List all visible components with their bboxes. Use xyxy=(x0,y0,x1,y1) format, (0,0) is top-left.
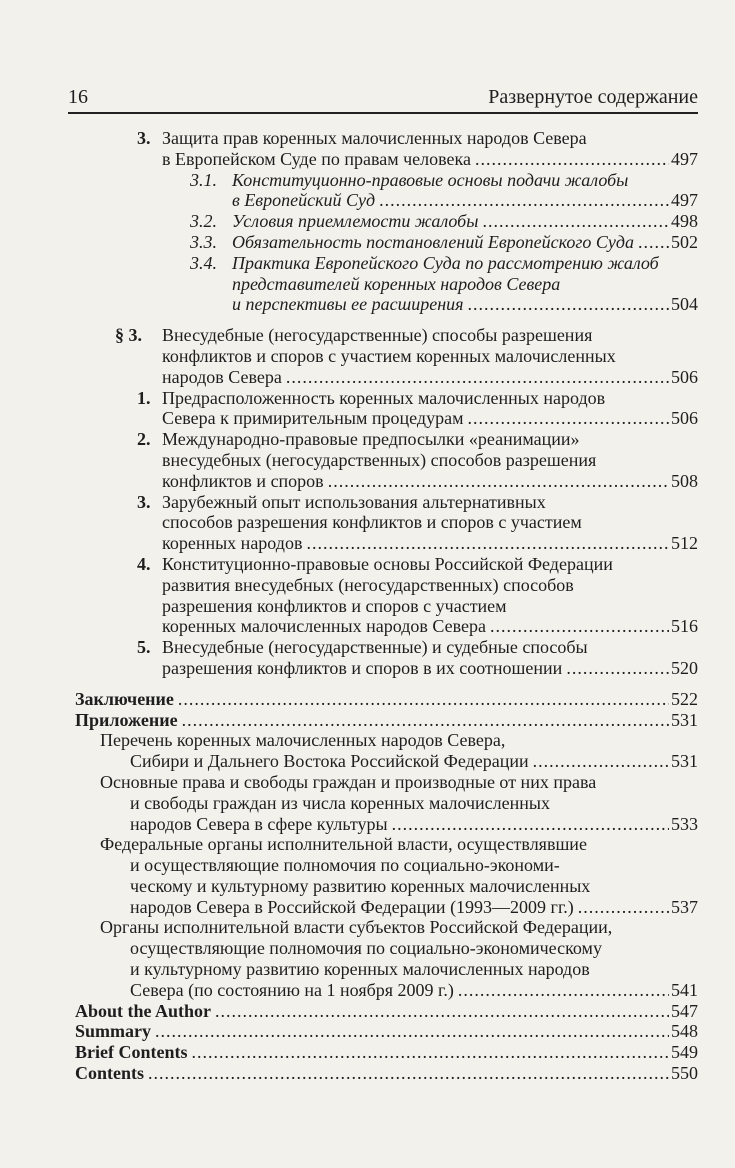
toc-entry xyxy=(68,128,698,170)
entry-title: способов разрешения конфликтов и споров с участием xyxy=(162,512,582,533)
entry-page-number: 533 xyxy=(671,813,698,834)
toc-entry xyxy=(68,689,698,710)
dot-leader xyxy=(328,471,669,492)
entry-title: Условия приемлемости жалобы xyxy=(232,211,479,232)
entry-title: Обязательность постановлений Европейского Суда xyxy=(232,231,634,252)
entry-title: Основные права и свободы граждан и производные от них права xyxy=(100,771,597,792)
entry-title: коренных народов xyxy=(162,533,303,554)
entry-title: Сибири и Дальнего Востока Российской Федерации xyxy=(130,751,529,772)
entry-page-number: 497 xyxy=(671,190,698,211)
dot-leader xyxy=(467,408,669,429)
entry-title: Севера к примирительным процедурам xyxy=(162,408,464,429)
entry-title: и перспективы ее расширения xyxy=(232,294,464,315)
toc-entry xyxy=(68,637,698,679)
entry-number: 3.1. xyxy=(190,169,217,190)
entry-page-number: 549 xyxy=(671,1042,698,1063)
entry-title: в Европейском Суде по правам человека xyxy=(162,148,471,169)
dot-leader xyxy=(178,689,669,710)
toc-entry xyxy=(68,554,698,637)
toc-entry xyxy=(68,429,698,491)
entry-title: Предрасположенность коренных малочисленных народов xyxy=(162,387,606,408)
entry-page-number: 550 xyxy=(671,1063,698,1084)
entry-title: Приложение xyxy=(75,709,178,730)
entry-title: коренных малочисленных народов Севера xyxy=(162,616,486,637)
entry-page-number: 504 xyxy=(671,294,698,315)
dot-leader xyxy=(475,149,669,170)
entry-title: представителей коренных народов Севера xyxy=(232,273,561,294)
entry-number: 4. xyxy=(137,553,151,574)
entry-title: Внесудебные (негосударственные) способы разрешения xyxy=(162,325,593,346)
entry-title: Contents xyxy=(75,1063,145,1084)
entry-number: 2. xyxy=(137,429,151,450)
entry-number: 5. xyxy=(137,637,151,658)
entry-title: и свободы граждан из числа коренных малочисленных xyxy=(130,792,550,813)
entry-number: 3. xyxy=(137,491,151,512)
running-header xyxy=(68,86,698,114)
toc-entry xyxy=(68,232,698,253)
entry-page-number: 537 xyxy=(671,896,698,917)
entry-title: конфликтов и споров xyxy=(162,470,324,491)
entry-page-number: 520 xyxy=(671,657,698,678)
entry-title: народов Севера в Российской Федерации (1993—2009 гг.) xyxy=(130,896,574,917)
page-number: 16 xyxy=(68,86,88,108)
dot-leader xyxy=(182,710,669,731)
entry-page-number: 531 xyxy=(671,709,698,730)
dot-leader xyxy=(306,533,669,554)
entry-title: Перечень коренных малочисленных народов Севера, xyxy=(100,730,506,751)
toc-entry xyxy=(68,1001,698,1022)
dot-leader xyxy=(482,211,669,232)
entry-title: Конституционно-правовые основы Российской Федерации xyxy=(162,553,613,574)
entry-page-number: 508 xyxy=(671,470,698,491)
entry-title: Федеральные органы исполнительной власти, осуществлявшие xyxy=(100,834,587,855)
entry-page-number: 512 xyxy=(671,533,698,554)
entry-title: развития внесудебных (негосударственных) способов xyxy=(162,574,574,595)
entry-number: 3.4. xyxy=(190,252,217,273)
dot-leader xyxy=(286,367,669,388)
dot-leader xyxy=(566,658,669,679)
dot-leader xyxy=(490,616,669,637)
toc-entry xyxy=(68,710,698,731)
entry-title: внесудебных (негосударственных) способов разрешения xyxy=(162,449,597,470)
entry-page-number: 506 xyxy=(671,366,698,387)
toc-entry xyxy=(68,211,698,232)
table-of-contents xyxy=(68,128,698,1084)
entry-title: Заключение xyxy=(75,688,174,709)
dot-leader xyxy=(468,294,670,315)
dot-leader xyxy=(191,1042,669,1063)
entry-title: народов Севера в сфере культуры xyxy=(130,813,388,834)
entry-title: и культурному развитию коренных малочисленных народов xyxy=(130,959,590,980)
dot-leader xyxy=(155,1021,669,1042)
entry-page-number: 502 xyxy=(671,231,698,252)
dot-leader xyxy=(392,814,669,835)
toc-entry xyxy=(68,325,698,387)
entry-page-number: 497 xyxy=(671,148,698,169)
entry-page-number: 498 xyxy=(671,211,698,232)
entry-title: разрешения конфликтов и споров с участием xyxy=(162,595,507,616)
entry-title: Конституционно-правовые основы подачи жалобы xyxy=(232,169,629,190)
toc-entry xyxy=(68,1021,698,1042)
running-title: Развернутое содержание xyxy=(488,86,698,108)
entry-title: ческому и культурному развитию коренных малочисленных xyxy=(130,875,591,896)
toc-entry xyxy=(68,730,698,772)
dot-leader xyxy=(215,1001,669,1022)
dot-leader xyxy=(638,232,669,253)
entry-title: Зарубежный опыт использования альтернативных xyxy=(162,491,546,512)
entry-number: 1. xyxy=(137,387,151,408)
entry-title: и осуществляющие полномочия по социально-экономи- xyxy=(130,855,560,876)
entry-page-number: 548 xyxy=(671,1021,698,1042)
toc-entry xyxy=(68,772,698,834)
dot-leader xyxy=(148,1063,669,1084)
entry-title: Севера (по состоянию на 1 ноября 2009 г.) xyxy=(130,979,454,1000)
entry-number: 3. xyxy=(137,128,151,148)
entry-title: разрешения конфликтов и споров в их соотношении xyxy=(162,657,563,678)
entry-page-number: 522 xyxy=(671,688,698,709)
toc-entry xyxy=(68,1063,698,1084)
toc-entry xyxy=(68,1042,698,1063)
entry-title: Органы исполнительной власти субъектов Российской Федерации, xyxy=(100,917,613,938)
toc-entry xyxy=(68,388,698,430)
dot-leader xyxy=(379,190,669,211)
entry-number: 3.2. xyxy=(190,211,217,232)
dot-leader xyxy=(533,751,669,772)
entry-page-number: 516 xyxy=(671,616,698,637)
toc-entry xyxy=(68,492,698,554)
entry-title: конфликтов и споров с участием коренных малочисленных xyxy=(162,345,616,366)
entry-title: Международно-правовые предпосылки «реанимации» xyxy=(162,429,580,450)
entry-title: Практика Европейского Суда по рассмотрению жалоб xyxy=(232,252,659,273)
entry-title: Brief Contents xyxy=(75,1042,188,1063)
entry-number: 3.3. xyxy=(190,231,217,252)
entry-number: § 3. xyxy=(115,325,142,346)
entry-title: Summary xyxy=(75,1021,151,1042)
entry-page-number: 547 xyxy=(671,1000,698,1021)
entry-title: осуществляющие полномочия по социально-экономическому xyxy=(130,938,602,959)
entry-title: About the Author xyxy=(75,1000,212,1021)
toc-entry xyxy=(68,917,698,1000)
entry-page-number: 506 xyxy=(671,408,698,429)
toc-entry xyxy=(68,253,698,315)
toc-entry xyxy=(68,834,698,917)
entry-page-number: 531 xyxy=(671,751,698,772)
entry-title: Защита прав коренных малочисленных народов Севера xyxy=(162,128,587,148)
entry-title: народов Севера xyxy=(162,366,282,387)
dot-leader xyxy=(458,980,669,1001)
entry-title: Внесудебные (негосударственные) и судебные способы xyxy=(162,637,588,658)
entry-page-number: 541 xyxy=(671,979,698,1000)
dot-leader xyxy=(578,897,669,918)
entry-title: в Европейский Суд xyxy=(232,190,376,211)
toc-entry xyxy=(68,170,698,212)
